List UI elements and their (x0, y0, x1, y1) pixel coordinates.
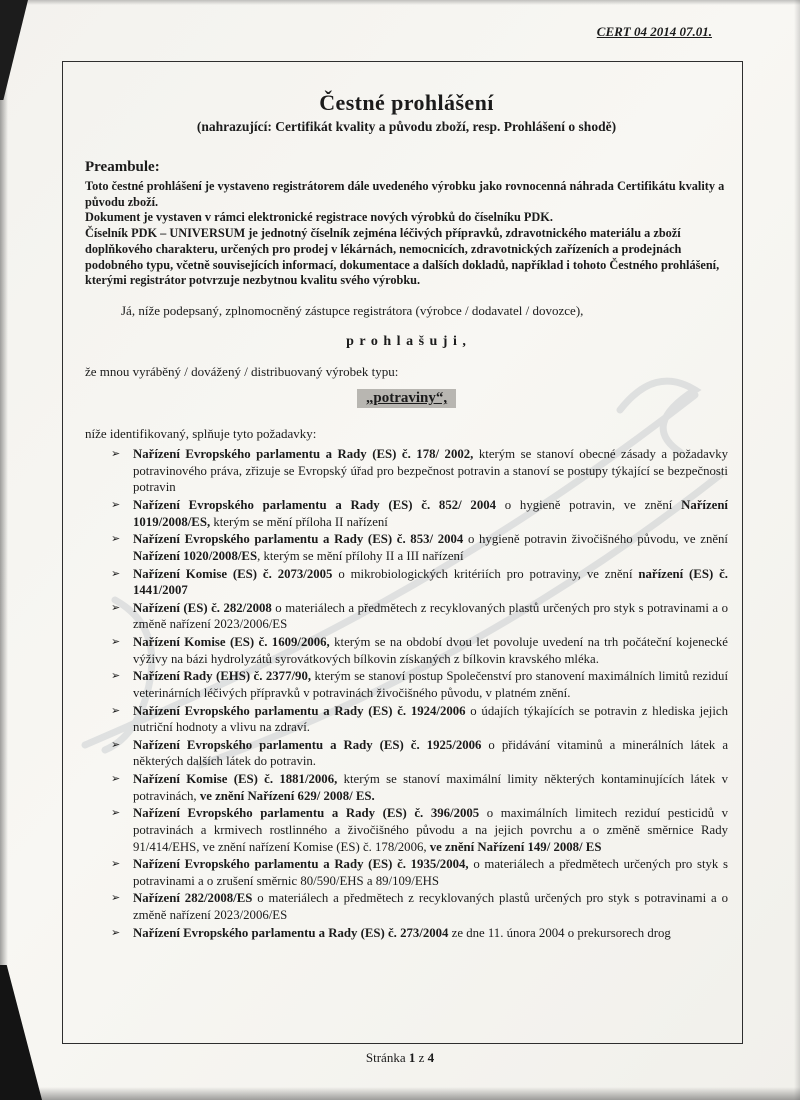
regulation-text: o hygieně potravin, ve znění (496, 498, 682, 513)
scan-edge-artifact-top (0, 0, 800, 5)
preamble-paragraph: Dokument je vystaven v rámci elektronické registrace nových výrobků do číselníku PDK. (85, 210, 553, 225)
regulation-ref-bold: Nařízení Komise (ES) č. 1881/2006, (133, 772, 338, 787)
regulation-text: o údajích týkajících se potravin z hlediska jejich nutriční hodnoty a vlivu na zdraví. (133, 703, 728, 735)
regulation-text: o maximálních limitech reziduí pesticidů v potravinách a krmivech rostlinného a živočišného původu a na jejich povrchu a o změně směrnice Rady 91/414/EHS, ve znění nařízení Komise (ES) č. 178/2006, (133, 806, 729, 854)
footer-label: Stránka (365, 1050, 406, 1065)
arrow-bullet-icon: ➢ (111, 566, 121, 580)
regulation-item (111, 890, 728, 923)
regulation-text: , kterým se mění přílohy II a III nařízení (257, 548, 464, 563)
arrow-bullet-icon: ➢ (111, 669, 121, 683)
regulation-ref-bold: Nařízení Evropského parlamentu a Rady (ES) č. 178/ 2002, (133, 447, 474, 462)
regulation-text: kterým se mění příloha II nařízení (210, 514, 388, 529)
regulation-ref-bold: ve znění Nařízení 149/ 2008/ ES (429, 839, 602, 854)
scan-edge-artifact-right (794, 0, 800, 1100)
regulation-ref-bold: Nařízení Evropského parlamentu a Rady (ES) č. 1924/2006 (133, 703, 466, 718)
page-border-frame (62, 61, 743, 1044)
regulation-ref-bold: nařízení (ES) č. 1441/2007 (133, 566, 728, 598)
document-subtitle: (nahrazující: Certifikát kvality a původu zboží, resp. Prohlášení o shodě) (196, 119, 617, 134)
preamble-section (85, 159, 728, 289)
arrow-bullet-icon: ➢ (111, 737, 121, 751)
regulation-ref-bold: Nařízení Evropského parlamentu a Rady (ES) č. 853/ 2004 (133, 532, 464, 547)
regulation-item (111, 497, 728, 530)
regulation-text: o hygieně potravin živočišného původu, ve znění (463, 532, 728, 547)
regulation-ref-bold: Nařízení (ES) č. 282/2008 (133, 600, 272, 615)
regulation-text: o materiálech a předmětech z recyklovaných plastů určených pro styk s potravinami a o změně nařízení 2023/2006/ES (133, 891, 728, 923)
regulation-item (111, 856, 728, 889)
footer-page-number: 1 (408, 1050, 416, 1065)
arrow-bullet-icon: ➢ (111, 532, 121, 546)
regulation-item (111, 531, 728, 564)
regulation-ref-bold: Nařízení 1020/2008/ES (133, 548, 258, 563)
regulation-ref-bold: ve znění Nařízení 629/ 2008/ ES. (199, 788, 375, 803)
declaration-intro: Já, níže podepsaný, zplnomocněný zástupce registrátora (výrobce / dodavatel / dovozce), (121, 303, 584, 319)
regulation-item (111, 446, 728, 496)
regulation-text: o materiálech a předmětech určených pro styk s potravinami a o zrušení směrnic 80/590/EHS a 89/109/EHS (133, 857, 728, 888)
regulation-ref-bold: Nařízení Evropského parlamentu a Rady (ES) č. 1925/2006 (133, 737, 482, 752)
arrow-bullet-icon: ➢ (111, 806, 121, 820)
arrow-bullet-icon: ➢ (111, 891, 121, 905)
scan-edge-artifact-left (0, 0, 8, 1100)
preamble-paragraph: Číselník PDK – UNIVERSUM je jednotný číselník zejména léčivých přípravků, zdravotnického materiálu a zboží doplňkového charakteru, určených pro prodej v lékárnách, nemocnicích, zdravotnických zařízeních a prodejnách podobného typu, včetně souvisejících informací, dokumentace a dalších dokladů, například i tohoto Čestného prohlášení, kterými registrátor potvrzuje nezbytnou kvalitu svého výrobku. (85, 226, 720, 288)
scan-edge-artifact-bottom (0, 1087, 800, 1100)
regulation-ref-bold: Nařízení Komise (ES) č. 2073/2005 (133, 566, 333, 581)
arrow-bullet-icon: ➢ (111, 857, 121, 871)
regulation-ref-bold: Nařízení Evropského parlamentu a Rady (ES) č. 396/2005 (133, 806, 480, 821)
arrow-bullet-icon: ➢ (111, 703, 121, 717)
arrow-bullet-icon: ➢ (111, 635, 121, 649)
footer-total-pages: 4 (427, 1050, 435, 1065)
product-type-highlight: „potraviny“, (357, 389, 456, 408)
regulation-text: o mikrobiologických kritériích pro potraviny, ve znění (332, 566, 639, 581)
regulation-item (111, 566, 728, 599)
regulation-item (111, 805, 728, 855)
document-code: CERT 04 2014 07.01. (596, 24, 712, 39)
arrow-bullet-icon: ➢ (111, 498, 121, 512)
regulation-text: kterým se stanoví maximální limity některých kontaminujících látek v potravinách, (133, 772, 728, 803)
regulation-item (111, 925, 728, 942)
footer-of-label: z (418, 1050, 425, 1065)
product-line: že mnou vyráběný / dovážený / distribuovaný výrobek typu: (85, 364, 399, 380)
regulation-item (111, 668, 728, 701)
regulation-ref-bold: Nařízení Evropského parlamentu a Rady (ES) č. 852/ 2004 (133, 498, 497, 513)
regulation-ref-bold: Nařízení Komise (ES) č. 1609/2006, (133, 635, 330, 650)
regulation-ref-bold: Nařízení Evropského parlamentu a Rady (ES) č. 1935/2004, (133, 857, 469, 872)
arrow-bullet-icon: ➢ (111, 600, 121, 614)
scan-corner-artifact-bottom-left (0, 965, 42, 1100)
page-footer (0, 1050, 800, 1066)
arrow-bullet-icon: ➢ (111, 772, 121, 786)
regulation-text: kterým se stanoví postup Společenství pro stanovení maximálních limitů reziduí veterinárních léčivých přípravků v potravinách živočišného původu, v platném znění. (133, 669, 729, 700)
regulation-item (111, 771, 728, 804)
scan-corner-artifact-top-left (0, 0, 28, 100)
requirements-line: níže identifikovaný, splňuje tyto požadavky: (85, 426, 317, 442)
arrow-bullet-icon: ➢ (111, 447, 121, 461)
declaration-verb: p r o h l a š u j i , (346, 334, 467, 350)
document-title: Čestné prohlášení (319, 90, 494, 115)
arrow-bullet-icon: ➢ (111, 925, 121, 939)
regulation-item (111, 600, 728, 633)
regulation-item (111, 634, 728, 667)
regulation-item (111, 737, 728, 770)
regulation-ref-bold: Nařízení Evropského parlamentu a Rady (ES) č. 273/2004 (133, 925, 449, 940)
regulation-ref-bold: Nařízení 1019/2008/ES, (133, 498, 728, 529)
regulation-text: ze dne 11. února 2004 o prekursorech drog (448, 925, 671, 940)
preamble-heading: Preambule: (85, 159, 160, 175)
regulation-text: kterým se stanoví obecné zásady a požadavky potravinového práva, zřizuje se Evropský úřad pro bezpečnost potravin a stanoví se postupy týkající se bezpečnosti potravin (133, 447, 728, 495)
regulation-text: o materiálech a předmětech z recyklovaných plastů určených pro styk s potravinami a o změně nařízení 2023/2006/ES (133, 600, 729, 632)
regulations-list (85, 446, 728, 941)
preamble-paragraph: Toto čestné prohlášení je vystaveno registrátorem dále uvedeného výrobku jako rovnocenná náhrada Certifikátu kvality a původu zboží. (85, 179, 725, 209)
regulation-text: o přidávání vitaminů a minerálních látek a některých dalších látek do potravin. (133, 737, 728, 769)
regulation-text: kterým se na období dvou let povoluje uvedení na trh počáteční kojenecké výživy na bázi hydrolyzátů syrovátkových bílkovin získaných z bílkovin kravského mléka. (133, 635, 728, 666)
regulation-item (111, 703, 728, 736)
product-type-wrap (85, 389, 728, 408)
regulation-ref-bold: Nařízení 282/2008/ES (133, 891, 253, 906)
regulation-ref-bold: Nařízení Rady (EHS) č. 2377/90, (133, 669, 312, 684)
